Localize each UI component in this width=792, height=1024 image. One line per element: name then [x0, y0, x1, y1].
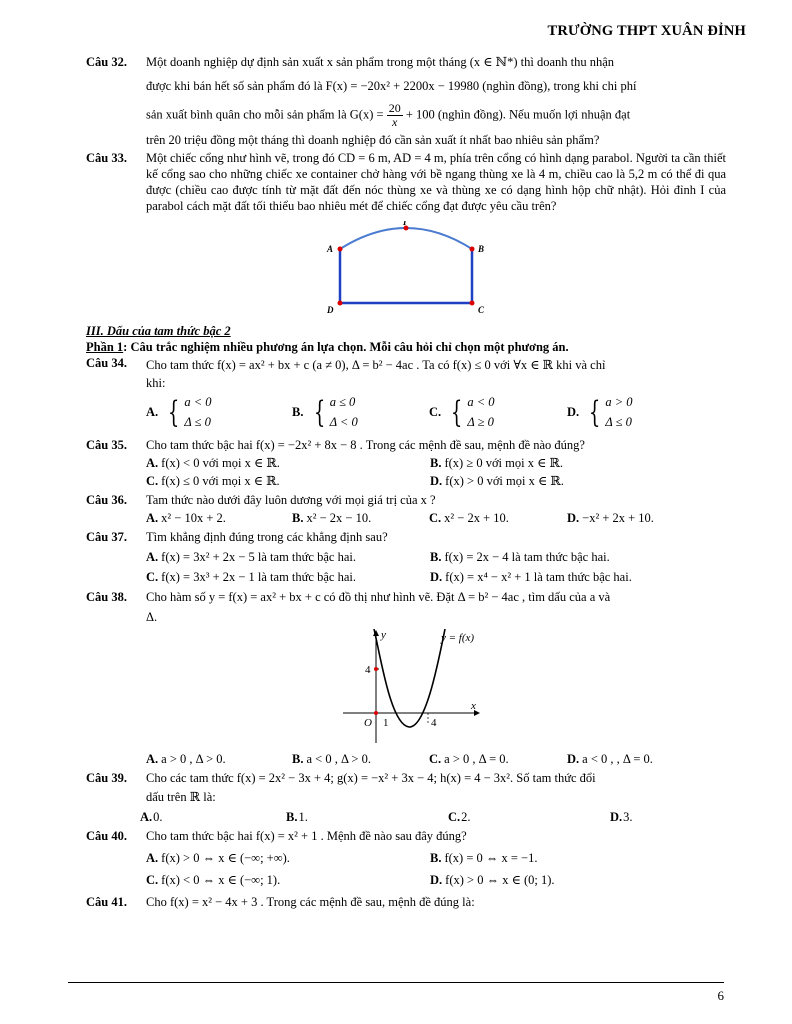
q32-line3b: + 100 (nghìn đồng). Nếu muốn lợi nhuận đạt [405, 107, 631, 122]
option-d[interactable] [567, 509, 654, 527]
option-text: x² − 2x − 10. [306, 510, 372, 525]
q40-options-row1 [146, 848, 726, 870]
q32-line4: trên 20 triệu đồng một tháng thì doanh nghiệp đó cần sản xuất ít nhất bao nhiêu sản phẩm? [146, 133, 600, 148]
q35-options-row1 [146, 454, 726, 472]
option-c[interactable] [429, 393, 567, 432]
q40-options-row2 [146, 870, 726, 892]
q32-line2: được khi bán hết số sản phẩm đó là F(x) = −20x² + 2200x − 19980 (nghìn đồng), trong khi chi phí [146, 79, 637, 94]
system: { a ≤ 0 Δ < 0 [310, 393, 358, 432]
point-b [470, 246, 475, 251]
option-a[interactable] [146, 848, 430, 870]
option-key: C. [429, 404, 442, 419]
option-text: 1. [298, 809, 308, 824]
q32-line3a: sản xuất bình quân cho mỗi sản phẩm là G(x) = [146, 107, 384, 122]
question-32 [86, 50, 726, 150]
system-row: a > 0 [605, 395, 633, 410]
q38-line2: Δ. [146, 609, 158, 624]
label-i: I [403, 220, 407, 227]
option-text: f(x) > 0 ⇔ x ∈ (−∞; +∞). [161, 851, 290, 866]
option-c[interactable] [146, 472, 430, 490]
part-heading [86, 339, 726, 355]
q38-line1: Cho hàm số y = f(x) = ax² + bx + c có đồ thị như hình vẽ. Đặt Δ = b² − 4ac , tìm dấu của a và [146, 589, 611, 604]
option-text: f(x) ≥ 0 với mọi x ∈ ℝ. [444, 456, 563, 471]
option-b[interactable] [292, 749, 429, 769]
question-36 [86, 491, 726, 527]
question-40 [86, 826, 726, 892]
q35-options-row2 [146, 472, 726, 490]
option-text: a < 0 , , Δ = 0. [582, 751, 653, 766]
question-39 [86, 769, 726, 808]
q39-line1: Cho các tam thức f(x) = 2x² − 3x + 4; g(x) = −x² + 3x − 4; h(x) = 4 − 3x². Số tam thức đổi [146, 770, 596, 785]
option-d[interactable] [430, 472, 564, 490]
option-text: 2. [461, 809, 471, 824]
option-key: B. [292, 510, 304, 525]
option-text: f(x) = 2x − 4 là tam thức bậc hai. [444, 549, 610, 564]
system-row: a ≤ 0 [329, 395, 356, 410]
option-text: f(x) < 0 với mọi x ∈ ℝ. [161, 456, 280, 471]
option-d[interactable] [430, 567, 632, 587]
q36-options [146, 509, 726, 527]
option-key: D. [610, 809, 623, 824]
option-d[interactable] [567, 393, 633, 432]
option-b[interactable] [292, 509, 429, 527]
q34-line1: Cho tam thức f(x) = ax² + bx + c (a ≠ 0), Δ = b² − 4ac . Ta có f(x) ≤ 0 với ∀x ∈ ℝ khi và chỉ [146, 358, 606, 373]
fraction [387, 102, 403, 129]
question-label: Câu 33. [86, 150, 127, 165]
option-b[interactable] [430, 547, 610, 567]
part-text: : Câu trắc nghiệm nhiều phương án lựa chọn. Mỗi câu hỏi chỉ chọn một phương án. [123, 339, 569, 354]
parabola-graph [341, 629, 511, 747]
q39-line2: dấu trên ℝ là: [146, 790, 216, 805]
point-a [338, 246, 343, 251]
system-row: a < 0 [467, 395, 495, 410]
q32-line3 [146, 99, 726, 132]
label-a: A [327, 243, 334, 254]
option-text: x² − 10x + 2. [161, 510, 226, 525]
option-key: D. [430, 474, 443, 489]
option-text: f(x) > 0 với mọi x ∈ ℝ. [445, 474, 564, 489]
part-label: Phần 1 [86, 339, 124, 354]
option-c[interactable] [448, 808, 610, 827]
fraction-numerator: 20 [388, 100, 401, 115]
system-row: Δ ≤ 0 [605, 414, 632, 429]
option-key: A. [146, 404, 159, 419]
q33-text: Một chiếc cổng như hình vẽ, trong đó CD = 6 m, AD = 4 m, phía trên cổng có hình dạng parabol. Người ta cần thiết kế cổng sao cho những chiếc xe container chở hàng với bề ngang thùng xe là 4 m, chiều cao là 5,2 m có thể đi qua được (chiều cao được tính từ mặt đất đến nóc thùng xe và thùng xe có dạng hình hộp chữ nhật). Hỏi đỉnh I của parabol cách mặt đất tối thiểu bao nhiêu mét để chiếc cổng đạt được yêu cầu trên? [146, 150, 726, 214]
y-label: y [381, 628, 386, 641]
q35-stem: Cho tam thức bậc hai f(x) = −2x² + 8x − 8 . Trong các mệnh đề sau, mệnh đề nào đúng? [146, 438, 585, 453]
option-a[interactable] [146, 509, 292, 527]
option-key: B. [430, 549, 442, 564]
q41-stem: Cho f(x) = x² − 4x + 3 . Trong các mệnh đề sau, mệnh đề đúng là: [146, 894, 475, 909]
option-key: D. [567, 404, 580, 419]
option-d[interactable] [430, 870, 555, 892]
option-key: C. [429, 510, 442, 525]
option-text: 3. [623, 809, 633, 824]
option-text: 0. [153, 809, 163, 824]
q37-options-row1 [146, 547, 726, 567]
page-content [86, 50, 726, 913]
question-label: Câu 38. [86, 589, 127, 604]
option-a[interactable] [140, 808, 286, 827]
question-37 [86, 527, 726, 587]
option-text: f(x) = 3x³ + 2x − 1 là tam thức bậc hai. [161, 569, 356, 584]
question-33 [86, 150, 726, 215]
origin-label: O [364, 716, 372, 729]
page-number: 6 [717, 988, 724, 1003]
option-key: A. [140, 809, 153, 824]
option-key: D. [567, 751, 580, 766]
question-label: Câu 39. [86, 770, 127, 785]
question-label: Câu 37. [86, 529, 127, 544]
gate-figure [314, 221, 494, 321]
option-a[interactable] [146, 749, 292, 769]
label-d: D [327, 304, 334, 315]
option-key: C. [146, 474, 159, 489]
system: { a > 0 Δ ≤ 0 [585, 393, 632, 432]
question-35 [86, 436, 726, 490]
option-a[interactable] [146, 393, 292, 432]
option-c[interactable] [429, 749, 567, 769]
label-c: C [478, 304, 485, 315]
option-text: f(x) = 0 ⇔ x = −1. [444, 851, 538, 866]
q38-options [146, 749, 726, 769]
option-key: C. [448, 809, 461, 824]
option-key: A. [146, 549, 159, 564]
point-d [338, 300, 343, 305]
option-key: A. [146, 851, 159, 866]
option-key: C. [146, 569, 159, 584]
system-row: Δ ≥ 0 [467, 414, 494, 429]
point-y4 [374, 667, 378, 671]
question-label: Câu 32. [86, 55, 127, 69]
option-text: a > 0 , Δ = 0. [444, 751, 509, 766]
option-text: f(x) = x⁴ − x² + 1 là tam thức bậc hai. [445, 569, 632, 584]
label-b: B [478, 243, 485, 254]
parabola-curve [374, 629, 445, 727]
option-key: A. [146, 456, 159, 471]
school-header: TRƯỜNG THPT XUÂN ĐỈNH [547, 23, 746, 39]
option-b[interactable] [286, 808, 448, 827]
q34-line2: khi: [146, 376, 166, 391]
q37-stem: Tìm khẳng định đúng trong các khẳng định sau? [146, 529, 388, 544]
option-c[interactable] [429, 509, 567, 527]
graph-svg [341, 629, 511, 747]
option-d[interactable] [567, 749, 653, 769]
q32-line1: Một doanh nghiệp dự định sản xuất x sản phẩm trong một tháng (x ∈ ℕ*) thì doanh thu nhận [146, 55, 615, 69]
x-label: x [471, 699, 476, 712]
option-text: a > 0 , Δ > 0. [161, 751, 226, 766]
footer-rule [68, 982, 724, 983]
question-34 [86, 355, 726, 432]
option-text: f(x) < 0 ⇔ x ∈ (−∞; 1). [161, 873, 281, 887]
tick-y4: 4 [365, 663, 371, 676]
point-origin [374, 711, 378, 715]
system: { a < 0 Δ ≥ 0 [447, 393, 494, 432]
option-key: B. [292, 404, 304, 419]
system: { a < 0 Δ ≤ 0 [164, 393, 211, 432]
question-label: Câu 36. [86, 492, 127, 507]
option-a[interactable] [146, 547, 430, 567]
q36-stem: Tam thức nào dưới đây luôn dương với mọi giá trị của x ? [146, 492, 436, 507]
option-key: A. [146, 510, 159, 525]
q39-options [140, 808, 726, 827]
tick-x1: 1 [383, 716, 389, 729]
option-key: C. [429, 751, 442, 766]
option-text: f(x) > 0 ⇔ x ∈ (0; 1). [445, 873, 555, 887]
question-label: Câu 34. [86, 356, 127, 371]
question-label: Câu 41. [86, 894, 127, 909]
option-text: a < 0 , Δ > 0. [306, 751, 371, 766]
option-b[interactable] [430, 454, 563, 472]
option-d[interactable] [610, 808, 633, 827]
option-a[interactable] [146, 454, 430, 472]
q37-options-row2 [146, 567, 726, 587]
question-label: Câu 35. [86, 438, 127, 453]
option-key: B. [430, 456, 442, 471]
option-key: B. [286, 809, 298, 824]
question-label: Câu 40. [86, 829, 127, 844]
question-38 [86, 587, 726, 627]
option-text: f(x) = 3x² + 2x − 5 là tam thức bậc hai. [161, 549, 356, 564]
option-c[interactable] [146, 870, 430, 892]
fraction-denominator: x [392, 114, 398, 129]
option-key: D. [430, 569, 443, 584]
point-c [470, 300, 475, 305]
system-row: Δ ≤ 0 [184, 414, 211, 429]
gate-diagram [314, 221, 494, 321]
system-row: Δ < 0 [329, 414, 358, 429]
option-key: C. [146, 873, 159, 887]
curve-label: y = f(x) [441, 631, 475, 644]
question-38-options [86, 749, 726, 769]
option-key: D. [567, 510, 580, 525]
option-key: A. [146, 751, 159, 766]
question-41 [86, 892, 726, 913]
option-key: D. [430, 873, 443, 887]
option-b[interactable] [430, 848, 537, 870]
option-text: f(x) ≤ 0 với mọi x ∈ ℝ. [161, 474, 280, 489]
section-title: III. Dấu của tam thức bậc 2 [86, 323, 231, 338]
system-row: a < 0 [184, 395, 212, 410]
option-b[interactable] [292, 393, 429, 432]
option-text: −x² + 2x + 10. [582, 510, 654, 525]
option-key: B. [292, 751, 304, 766]
option-key: B. [430, 851, 442, 866]
q40-stem: Cho tam thức bậc hai f(x) = x² + 1 . Mệnh đề nào sau đây đúng? [146, 829, 467, 844]
q34-options [146, 393, 726, 432]
option-text: x² − 2x + 10. [444, 510, 509, 525]
tick-x4: 4 [431, 716, 437, 729]
option-c[interactable] [146, 567, 430, 587]
